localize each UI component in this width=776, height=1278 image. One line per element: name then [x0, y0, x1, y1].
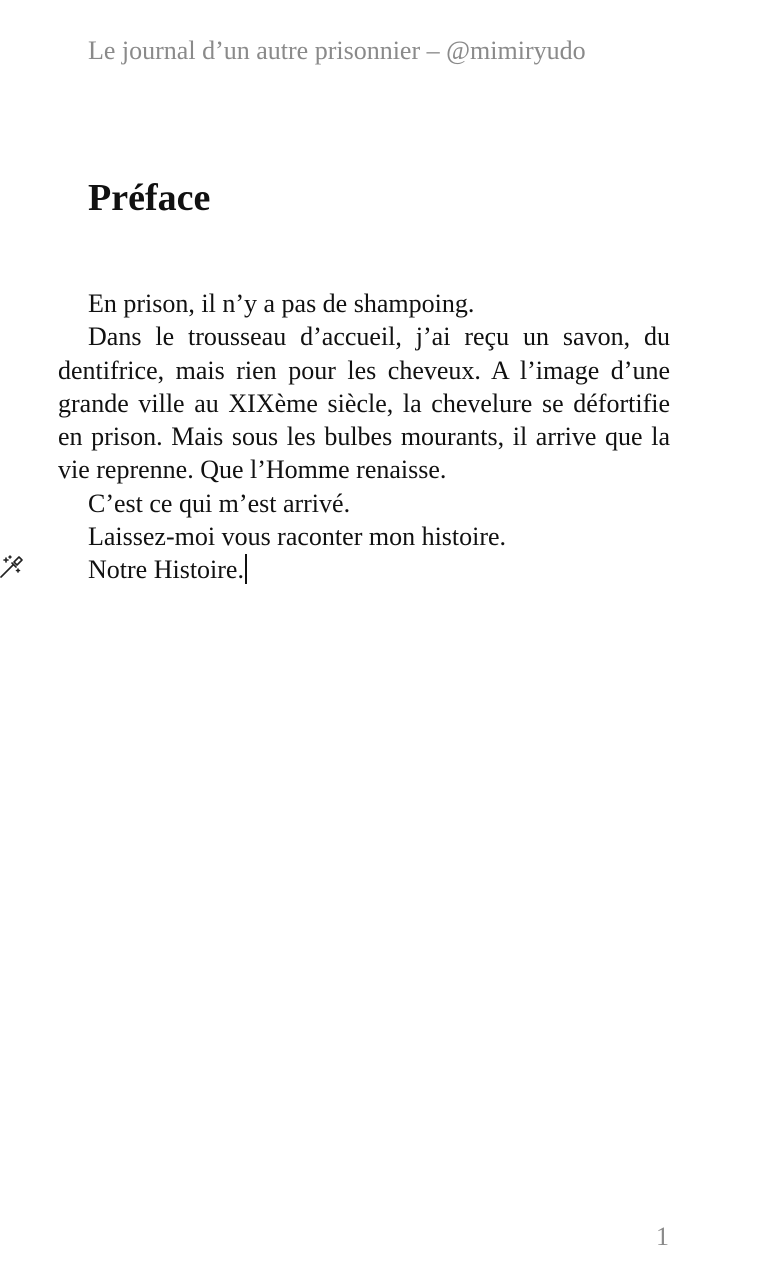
document-body[interactable] — [58, 287, 670, 587]
paragraph[interactable]: En prison, il n’y a pas de shampoing. — [88, 289, 475, 318]
paragraph-text[interactable]: Notre Histoire. — [88, 555, 244, 585]
paragraph-with-cursor[interactable] — [58, 553, 670, 586]
running-header: Le journal d’un autre prisonnier – @mimiryudo — [88, 36, 586, 65]
paragraph[interactable]: Dans le trousseau d’accueil, j’ai reçu un savon, du dentifrice, mais rien pour les cheveux. A l’image d’une grande ville au XIXème siècle, la chevelure se défortifie en prison. Mais sous les bulbes mourants, il arrive que la vie reprenne. Que l’Homme renaisse. — [58, 322, 670, 485]
page-title[interactable]: Préface — [88, 177, 211, 219]
magic-wand-icon-glyph — [0, 553, 24, 581]
paragraph[interactable]: Laissez-moi vous raconter mon histoire. — [88, 522, 507, 552]
page-number: 1 — [656, 1222, 669, 1251]
magic-wand-icon[interactable] — [0, 553, 24, 581]
paragraph[interactable]: C’est ce qui m’est arrivé. — [88, 488, 351, 518]
text-cursor — [245, 554, 247, 584]
